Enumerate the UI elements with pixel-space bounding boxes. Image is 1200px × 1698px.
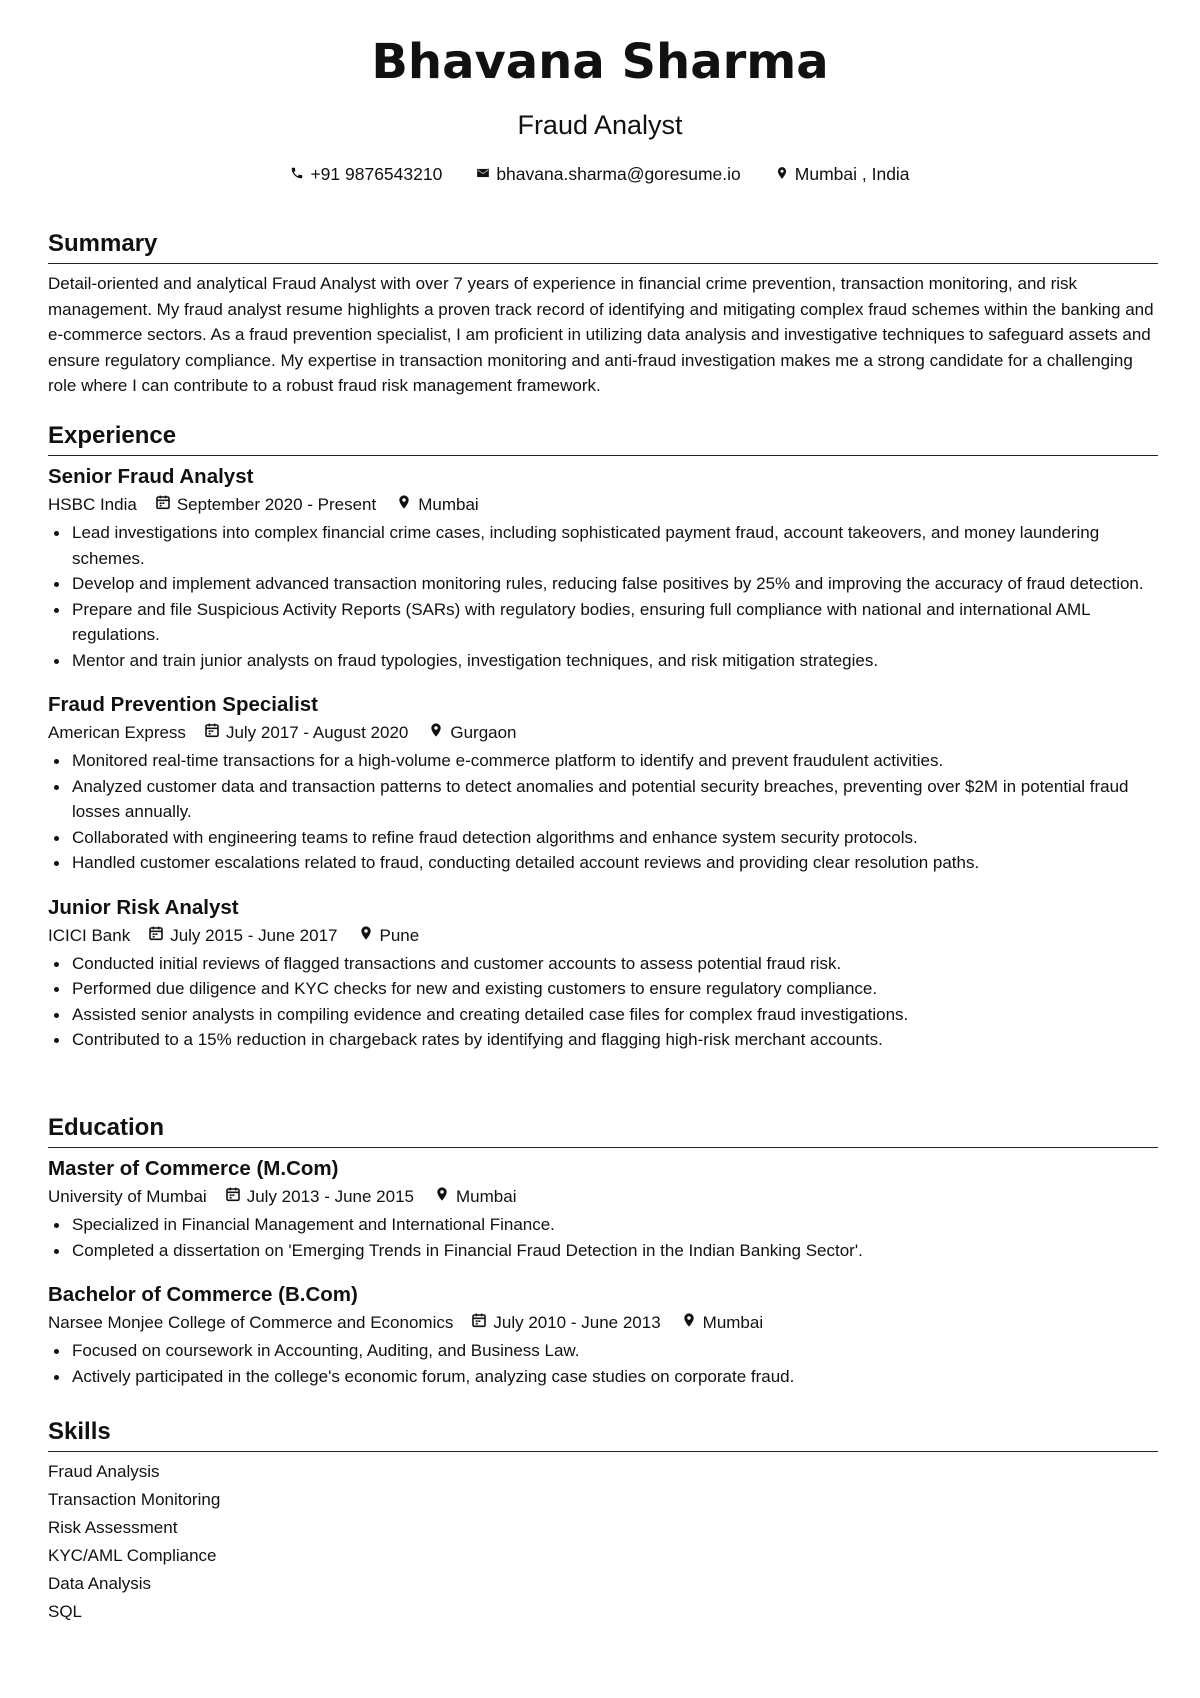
bullet-item: Focused on coursework in Accounting, Auditing, and Business Law. <box>72 1338 1158 1364</box>
entry-dates-text: July 2010 - June 2013 <box>493 1313 661 1332</box>
entry-meta <box>48 1311 1158 1335</box>
entry-title: Fraud Prevention Specialist <box>48 693 318 716</box>
education-section <box>48 1114 1158 1389</box>
phone-number: +91 9876543210 <box>310 164 443 184</box>
entry-title: Master of Commerce (M.Com) <box>48 1157 339 1180</box>
email-address: bhavana.sharma@goresume.io <box>496 164 741 184</box>
entry-title: Bachelor of Commerce (B.Com) <box>48 1283 358 1306</box>
section-title-experience: Experience <box>48 422 1158 456</box>
location-text: Mumbai , India <box>794 164 910 184</box>
entry-location-text: Mumbai <box>456 1187 517 1206</box>
calendar-icon <box>155 493 171 517</box>
entry-bullets <box>48 748 1158 876</box>
map-pin-icon <box>428 721 444 745</box>
entry-organization: ICICI Bank <box>48 925 131 945</box>
bullet-item: Monitored real-time transactions for a high-volume e-commerce platform to identify and prevent fraudulent activities. <box>72 748 1158 774</box>
section-title-education: Education <box>48 1114 1158 1148</box>
bullet-item: Mentor and train junior analysts on fraud typologies, investigation techniques, and risk mitigation strategies. <box>72 648 1158 674</box>
entry-organization: HSBC India <box>48 495 137 514</box>
calendar-icon <box>148 924 164 948</box>
map-pin-icon <box>396 493 412 517</box>
map-pin-icon <box>358 924 374 948</box>
entry-location-text: Mumbai <box>418 495 479 514</box>
entry-dates <box>471 1311 660 1335</box>
entry-dates-text: July 2013 - June 2015 <box>246 1187 415 1206</box>
bullet-item: Handled customer escalations related to fraud, conducting detailed account reviews and providing clear resolution paths. <box>72 850 1158 876</box>
entry-title: Senior Fraud Analyst <box>48 465 254 488</box>
entry-dates <box>148 924 337 948</box>
bullet-item: Develop and implement advanced transaction monitoring rules, reducing false positives by 25% and improving the accuracy of fraud detection. <box>72 571 1158 597</box>
summary-section <box>48 230 1158 399</box>
map-pin-icon <box>681 1311 697 1335</box>
skill-item: Data Analysis <box>48 1574 151 1593</box>
entry-location <box>428 721 516 745</box>
skill-item: Fraud Analysis <box>48 1462 160 1481</box>
entry-meta <box>48 1185 1158 1209</box>
entry-meta <box>48 924 1158 948</box>
entry-dates-text: July 2017 - August 2020 <box>225 723 409 742</box>
bullet-item: Lead investigations into complex financial crime cases, including sophisticated payment fraud, account takeovers, and money laundering schemes. <box>72 520 1158 571</box>
section-title-skills: Skills <box>48 1418 1158 1452</box>
entry-dates-text: July 2015 - June 2017 <box>170 925 338 945</box>
entry-location-text: Mumbai <box>702 1313 764 1332</box>
map-pin-icon <box>775 163 789 185</box>
bullet-item: Analyzed customer data and transaction patterns to detect anomalies and potential security breaches, preventing over $2M in potential fraud losses annually. <box>72 774 1158 825</box>
bullet-item: Performed due diligence and KYC checks for new and existing customers to ensure regulatory compliance. <box>72 976 1158 1002</box>
bullet-item: Completed a dissertation on 'Emerging Trends in Financial Fraud Detection in the Indian Banking Sector'. <box>72 1238 1158 1264</box>
skill-item: Transaction Monitoring <box>48 1490 221 1509</box>
entry-meta <box>48 493 1158 517</box>
contact-bar <box>0 163 1200 185</box>
entry-location <box>681 1311 763 1335</box>
bullet-item: Conducted initial reviews of flagged transactions and customer accounts to assess potential fraud risk. <box>72 951 1158 977</box>
envelope-icon <box>476 163 490 185</box>
entry-item <box>48 1282 1158 1389</box>
experience-list <box>48 464 1158 1053</box>
contact-location <box>775 163 910 185</box>
entry-location-text: Pune <box>379 925 420 945</box>
entry-location <box>396 493 478 517</box>
contact-email[interactable] <box>476 163 740 185</box>
entry-dates <box>204 721 408 745</box>
entry-bullets <box>48 1212 1158 1263</box>
education-list <box>48 1156 1158 1389</box>
candidate-role: Fraud Analyst <box>517 110 683 140</box>
entry-bullets <box>48 520 1158 673</box>
candidate-name: Bhavana Sharma <box>371 34 829 90</box>
entry-organization: Narsee Monjee College of Commerce and Economics <box>48 1313 454 1332</box>
calendar-icon <box>471 1311 487 1335</box>
entry-dates-text: September 2020 - Present <box>176 495 377 514</box>
bullet-item: Prepare and file Suspicious Activity Reports (SARs) with regulatory bodies, ensuring full compliance with national and international AML regulations. <box>72 597 1158 648</box>
map-pin-icon <box>434 1185 450 1209</box>
experience-section <box>48 422 1158 1053</box>
phone-icon <box>290 163 304 185</box>
skill-item: Risk Assessment <box>48 1518 178 1537</box>
entry-location <box>434 1185 516 1209</box>
entry-item <box>48 895 1158 1053</box>
bullet-item: Contributed to a 15% reduction in chargeback rates by identifying and flagging high-risk merchant accounts. <box>72 1027 1158 1053</box>
skill-item: SQL <box>48 1602 83 1621</box>
skills-section <box>48 1418 1158 1626</box>
entry-bullets <box>48 951 1158 1053</box>
bullet-item: Specialized in Financial Management and International Finance. <box>72 1212 1158 1238</box>
entry-organization: American Express <box>48 723 186 742</box>
skills-list <box>48 1458 1158 1626</box>
bullet-item: Assisted senior analysts in compiling evidence and creating detailed case files for complex fraud investigations. <box>72 1002 1158 1028</box>
entry-dates <box>225 1185 414 1209</box>
section-title-summary: Summary <box>48 230 1158 264</box>
bullet-item: Actively participated in the college's economic forum, analyzing case studies on corporate fraud. <box>72 1364 1158 1390</box>
calendar-icon <box>204 721 220 745</box>
bullet-item: Collaborated with engineering teams to refine fraud detection algorithms and enhance system security protocols. <box>72 825 1158 851</box>
contact-phone[interactable] <box>290 163 442 185</box>
entry-meta <box>48 721 1158 745</box>
calendar-icon <box>225 1185 241 1209</box>
entry-location-text: Gurgaon <box>450 723 517 742</box>
entry-organization: University of Mumbai <box>48 1187 207 1206</box>
entry-item <box>48 1156 1158 1263</box>
entry-item <box>48 692 1158 876</box>
entry-location <box>358 924 420 948</box>
summary-text: Detail-oriented and analytical Fraud Analyst with over 7 years of experience in financial crime prevention, transaction monitoring, and risk management. My fraud analyst resume highlights a proven track record of identifying and mitigating complex fraud schemes within the banking and e-commerce sectors. As a fraud prevention specialist, I am proficient in utilizing data analysis and investigative techniques to safeguard assets and ensure regulatory compliance. My expertise in transaction monitoring and anti-fraud investigation makes me a strong candidate for a challenging role where I can contribute to a robust fraud risk management framework. <box>48 274 1154 395</box>
skill-item: KYC/AML Compliance <box>48 1546 217 1565</box>
entry-title: Junior Risk Analyst <box>48 895 239 919</box>
entry-item <box>48 464 1158 673</box>
entry-dates <box>155 493 376 517</box>
entry-bullets <box>48 1338 1158 1389</box>
